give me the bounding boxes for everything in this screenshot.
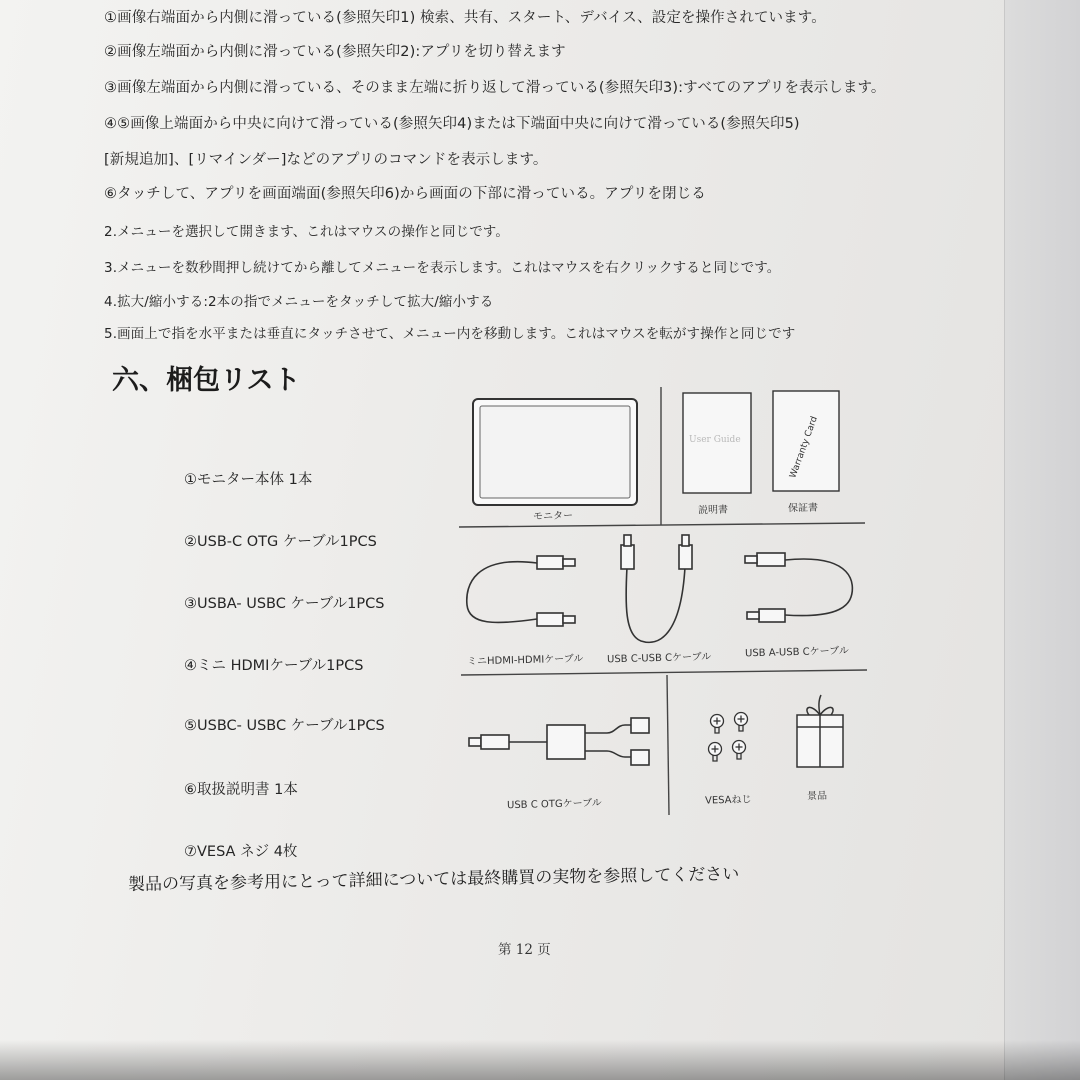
usba-usbc-cable-illustration	[745, 553, 852, 622]
packing-item-otg-cable: ②USB-C OTG ケーブル1PCS	[184, 534, 377, 550]
label-warranty: 保証書	[787, 502, 819, 515]
footnote: 製品の写真を参考用にとって詳細については最終購買の実物を参照してください	[127, 864, 740, 895]
section-title: 六、梱包リスト	[112, 365, 301, 396]
next-page-edge	[1004, 0, 1080, 1080]
instruction-line-7: 2.メニューを選択して開きます、これはマウスの操作と同じです。	[104, 224, 509, 240]
package-contents-drawing	[455, 385, 875, 830]
instruction-line-5: [新規追加]、[リマインダー]などのアプリのコマンドを表示します。	[104, 152, 548, 168]
label-otg-cable: USB C OTGケーブル	[506, 797, 602, 812]
packing-item-usba-usbc-cable: ③USBA- USBC ケーブル1PCS	[184, 596, 385, 612]
label-vesa-screws: VESAねじ	[704, 794, 752, 807]
table-surface-shadow	[0, 1040, 1080, 1080]
instruction-line-9: 4.拡大/縮小する:2本の指でメニューをタッチして拡大/縮小する	[104, 294, 494, 310]
instruction-line-10: 5.画面上で指を水平または垂直にタッチさせて、メニュー内を移動します。これはマウスを転がす操作と同じです	[104, 326, 796, 342]
gift-box-illustration	[797, 695, 843, 767]
usbc-usbc-cable-illustration	[621, 535, 692, 642]
label-mini-hdmi-cable: ミニHDMI-HDMIケーブル	[466, 653, 584, 668]
packing-item-monitor: ①モニター本体 1本	[184, 472, 313, 488]
instruction-line-8: 3.メニューを数秒間押し続けてから離してメニューを表示します。これはマウスを右クリックすると同じです。	[104, 260, 781, 276]
packing-item-vesa-screws: ⑦VESA ネジ 4枚	[184, 844, 298, 860]
packing-item-usbc-usbc-cable: ⑤USBC- USBC ケーブル1PCS	[184, 718, 385, 734]
instruction-line-2: ②画像左端面から内側に滑っている(参照矢印2):アプリを切り替えます	[104, 44, 566, 60]
package-contents-diagram	[455, 385, 875, 830]
label-gift: 景品	[806, 790, 828, 803]
otg-cable-illustration	[469, 718, 649, 765]
instruction-line-4: ④⑤画像上端面から中央に向けて滑っている(参照矢印4)または下端面中央に向けて滑っている(参照矢印5)	[104, 116, 800, 132]
mini-hdmi-cable-illustration	[467, 556, 575, 626]
instruction-line-1: ①画像右端面から内側に滑っている(参照矢印1) 検索、共有、スタート、デバイス、設定を操作されています。	[104, 10, 826, 26]
page-number: 第 12 页	[498, 942, 551, 958]
manual-cover-text: User Guide	[689, 435, 741, 445]
label-usbc-usbc-cable: USB C-USB Cケーブル	[606, 651, 712, 666]
monitor-illustration	[473, 399, 637, 505]
packing-item-manual: ⑥取扱説明書 1本	[184, 782, 298, 798]
instruction-line-3: ③画像左端面から内側に滑っている、そのまま左端に折り返して滑っている(参照矢印3):すべてのアプリを表示します。	[104, 80, 886, 96]
packing-item-mini-hdmi-cable: ④ミニ HDMIケーブル1PCS	[184, 658, 364, 674]
label-manual: 説明書	[697, 504, 729, 517]
label-monitor: モニター	[532, 510, 574, 523]
instruction-line-6: ⑥タッチして、アプリを画面端面(参照矢印6)から画面の下部に滑っている。アプリを閉じる	[104, 186, 706, 202]
warranty-card-cover-text: Warranty Card	[788, 415, 820, 480]
label-usba-usbc-cable: USB A-USB Cケーブル	[744, 645, 849, 660]
vesa-screws-illustration	[709, 713, 748, 762]
